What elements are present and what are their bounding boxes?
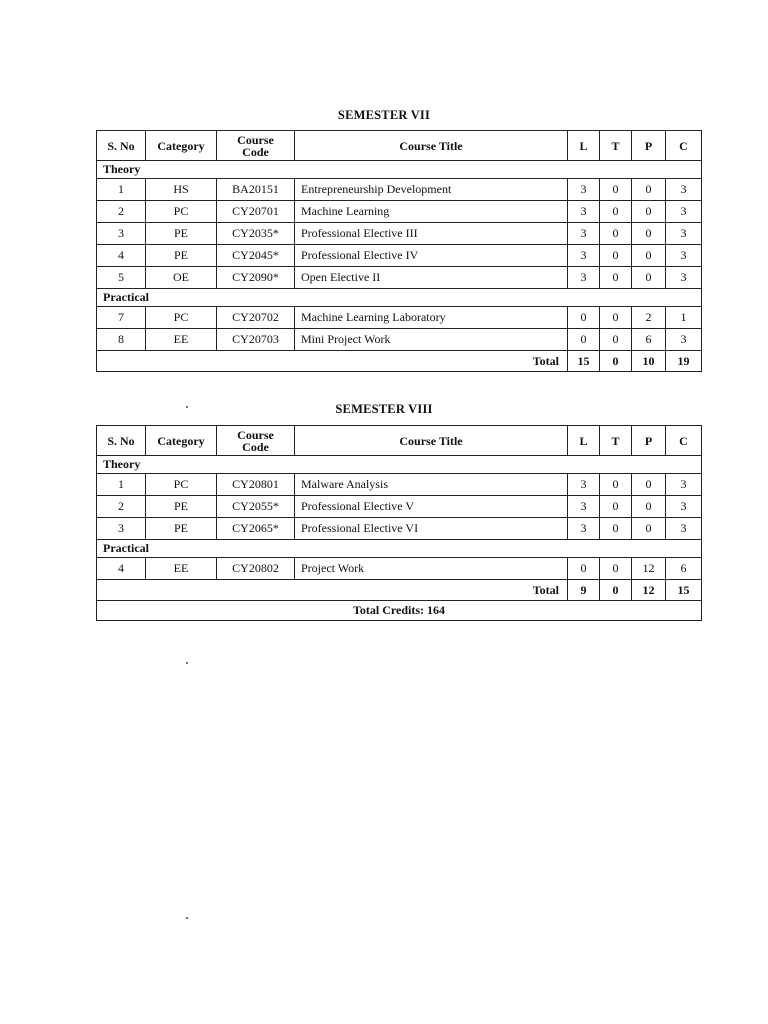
cell-course-code: CY2090* (217, 267, 295, 289)
table-row (97, 223, 702, 245)
header-code-line1: Course (237, 427, 274, 442)
cell-sno: 3 (97, 518, 146, 540)
section-label: Theory (97, 161, 702, 179)
header-course-code (217, 426, 295, 456)
section-row (97, 540, 702, 558)
section-label: Theory (97, 456, 702, 474)
total-p: 10 (632, 351, 666, 372)
header-c: C (666, 131, 702, 161)
cell-category: OE (146, 267, 217, 289)
cell-p: 0 (632, 223, 666, 245)
cell-p: 0 (632, 496, 666, 518)
cell-course-title: Professional Elective III (295, 223, 568, 245)
cell-t: 0 (600, 329, 632, 351)
table-row (97, 518, 702, 540)
cell-t: 0 (600, 558, 632, 580)
header-course-code (217, 131, 295, 161)
cell-p: 12 (632, 558, 666, 580)
cell-t: 0 (600, 474, 632, 496)
cell-t: 0 (600, 496, 632, 518)
cell-c: 6 (666, 558, 702, 580)
cell-category: PC (146, 307, 217, 329)
header-p: P (632, 426, 666, 456)
scan-speck (186, 917, 188, 919)
cell-t: 0 (600, 223, 632, 245)
cell-sno: 4 (97, 245, 146, 267)
cell-t: 0 (600, 245, 632, 267)
cell-sno: 2 (97, 201, 146, 223)
cell-course-title: Mini Project Work (295, 329, 568, 351)
cell-category: EE (146, 558, 217, 580)
total-c: 15 (666, 580, 702, 601)
header-course-title: Course Title (295, 131, 568, 161)
cell-course-title: Professional Elective VI (295, 518, 568, 540)
table-row (97, 307, 702, 329)
header-l: L (568, 426, 600, 456)
cell-course-title: Machine Learning (295, 201, 568, 223)
cell-p: 6 (632, 329, 666, 351)
total-t: 0 (600, 351, 632, 372)
cell-l: 3 (568, 223, 600, 245)
cell-sno: 1 (97, 474, 146, 496)
total-t: 0 (600, 580, 632, 601)
total-label: Total (97, 580, 568, 601)
cell-course-title: Professional Elective IV (295, 245, 568, 267)
cell-sno: 8 (97, 329, 146, 351)
total-credits-label: Total Credits: 164 (97, 601, 702, 621)
total-l: 9 (568, 580, 600, 601)
cell-c: 3 (666, 518, 702, 540)
total-label: Total (97, 351, 568, 372)
total-row (97, 580, 702, 601)
table-row (97, 329, 702, 351)
cell-category: PC (146, 201, 217, 223)
cell-course-title: Malware Analysis (295, 474, 568, 496)
total-credits-row (97, 601, 702, 621)
cell-course-code: CY2055* (217, 496, 295, 518)
header-category: Category (146, 426, 217, 456)
cell-t: 0 (600, 307, 632, 329)
semester-viii-body (97, 426, 702, 621)
header-sno: S. No (97, 131, 146, 161)
cell-l: 0 (568, 329, 600, 351)
cell-l: 0 (568, 558, 600, 580)
cell-t: 0 (600, 518, 632, 540)
table-row (97, 179, 702, 201)
total-p: 12 (632, 580, 666, 601)
cell-sno: 3 (97, 223, 146, 245)
cell-course-title: Entrepreneurship Development (295, 179, 568, 201)
cell-t: 0 (600, 179, 632, 201)
semester-vii-heading: SEMESTER VII (337, 108, 431, 122)
cell-course-code: CY2045* (217, 245, 295, 267)
cell-course-code: CY2035* (217, 223, 295, 245)
table-row (97, 474, 702, 496)
section-row (97, 161, 702, 179)
cell-p: 0 (632, 201, 666, 223)
cell-category: PE (146, 496, 217, 518)
total-l: 15 (568, 351, 600, 372)
cell-category: PE (146, 245, 217, 267)
table-row (97, 558, 702, 580)
cell-course-code: CY20702 (217, 307, 295, 329)
cell-course-code: CY20801 (217, 474, 295, 496)
header-code-line2: Code (242, 144, 269, 159)
cell-course-title: Project Work (295, 558, 568, 580)
header-code-line2: Code (242, 439, 269, 454)
cell-p: 0 (632, 179, 666, 201)
cell-t: 0 (600, 201, 632, 223)
cell-category: PC (146, 474, 217, 496)
cell-p: 2 (632, 307, 666, 329)
cell-sno: 2 (97, 496, 146, 518)
header-code-line1: Course (237, 132, 274, 147)
cell-category: EE (146, 329, 217, 351)
table-row (97, 201, 702, 223)
cell-c: 3 (666, 223, 702, 245)
cell-course-title: Professional Elective V (295, 496, 568, 518)
section-row (97, 456, 702, 474)
header-sno: S. No (97, 426, 146, 456)
cell-l: 3 (568, 518, 600, 540)
header-l: L (568, 131, 600, 161)
cell-l: 0 (568, 307, 600, 329)
cell-course-code: CY2065* (217, 518, 295, 540)
cell-category: PE (146, 223, 217, 245)
cell-t: 0 (600, 267, 632, 289)
cell-c: 3 (666, 267, 702, 289)
table-header-row (97, 426, 702, 456)
table-header-row (97, 131, 702, 161)
cell-c: 3 (666, 201, 702, 223)
cell-l: 3 (568, 245, 600, 267)
semester-viii-table (96, 425, 702, 621)
header-p: P (632, 131, 666, 161)
cell-p: 0 (632, 267, 666, 289)
cell-sno: 5 (97, 267, 146, 289)
cell-c: 3 (666, 496, 702, 518)
header-category: Category (146, 131, 217, 161)
cell-p: 0 (632, 518, 666, 540)
cell-course-code: BA20151 (217, 179, 295, 201)
scan-speck (186, 662, 188, 664)
cell-l: 3 (568, 474, 600, 496)
cell-c: 3 (666, 329, 702, 351)
cell-course-code: CY20701 (217, 201, 295, 223)
total-row (97, 351, 702, 372)
table-row (97, 267, 702, 289)
cell-p: 0 (632, 474, 666, 496)
semester-vii-table (96, 130, 702, 372)
header-t: T (600, 426, 632, 456)
header-c: C (666, 426, 702, 456)
cell-course-code: CY20802 (217, 558, 295, 580)
cell-l: 3 (568, 201, 600, 223)
cell-sno: 7 (97, 307, 146, 329)
cell-category: HS (146, 179, 217, 201)
cell-c: 3 (666, 245, 702, 267)
cell-course-title: Open Elective II (295, 267, 568, 289)
cell-category: PE (146, 518, 217, 540)
cell-l: 3 (568, 267, 600, 289)
table-row (97, 245, 702, 267)
semester-viii-heading: SEMESTER VIII (335, 402, 433, 416)
cell-p: 0 (632, 245, 666, 267)
cell-l: 3 (568, 496, 600, 518)
table-row (97, 496, 702, 518)
cell-c: 3 (666, 179, 702, 201)
section-row (97, 289, 702, 307)
cell-l: 3 (568, 179, 600, 201)
cell-sno: 1 (97, 179, 146, 201)
header-t: T (600, 131, 632, 161)
semester-vii-body (97, 131, 702, 372)
cell-course-title: Machine Learning Laboratory (295, 307, 568, 329)
section-label: Practical (97, 289, 702, 307)
scan-speck (186, 406, 188, 408)
section-label: Practical (97, 540, 702, 558)
cell-c: 1 (666, 307, 702, 329)
cell-c: 3 (666, 474, 702, 496)
cell-sno: 4 (97, 558, 146, 580)
total-c: 19 (666, 351, 702, 372)
header-course-title: Course Title (295, 426, 568, 456)
cell-course-code: CY20703 (217, 329, 295, 351)
